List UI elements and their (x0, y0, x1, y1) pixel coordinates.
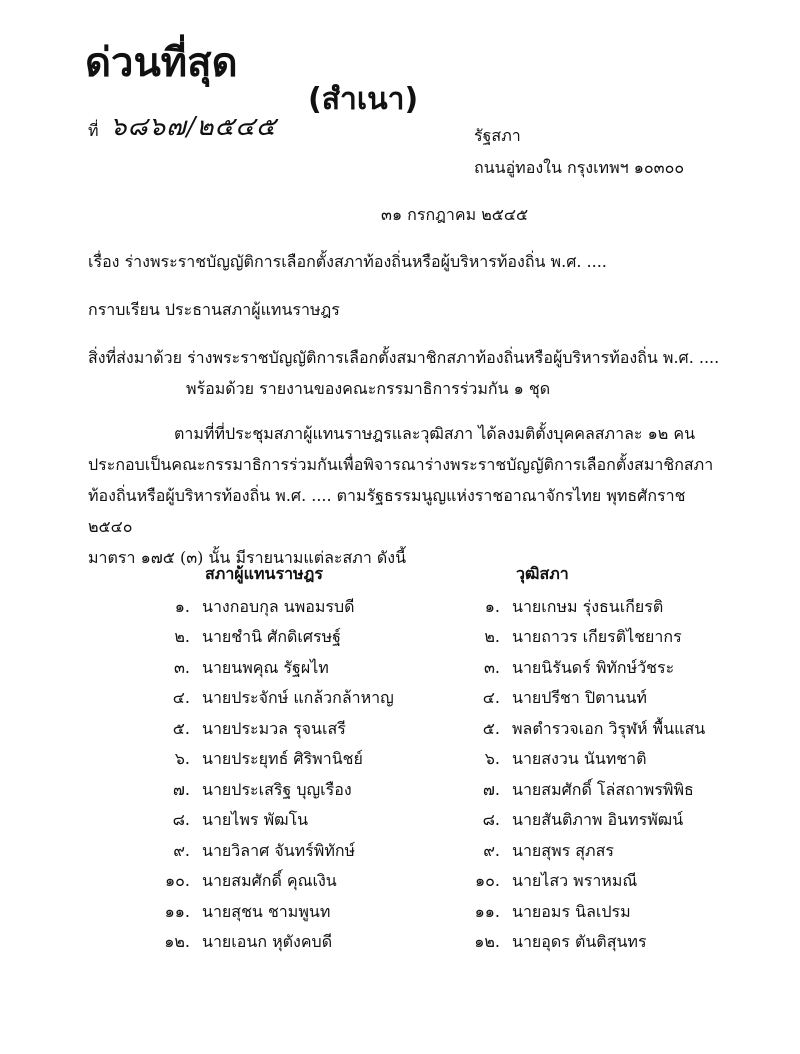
enclosure-line-1: สิ่งที่ส่งมาด้วย ร่างพระราชบัญญัติการเลือกตั้งสมาชิกสภาท้องถิ่นหรือผู้บริหารท้องถิ่น พ.ศ. .... (88, 348, 720, 367)
senate-member-number: ๑๐. (474, 871, 500, 891)
house-member-name: นายประมวล รุจนเสรี (202, 718, 346, 738)
house-member-row (130, 928, 394, 959)
house-member-row (130, 592, 394, 623)
house-member-number: ๑๑. (164, 901, 190, 921)
subject-line: เรื่อง ร่างพระราชบัญญัติการเลือกตั้งสภาท้องถิ่นหรือผู้บริหารท้องถิ่น พ.ศ. .... (88, 252, 607, 271)
senate-member-number: ๒. (484, 627, 500, 647)
senate-member-number: ๑. (484, 596, 500, 616)
house-member-row (130, 653, 394, 684)
senate-member-row (440, 836, 705, 867)
senate-member-row (440, 928, 705, 959)
letter-date: ๓๑ กรกฎาคม ๒๕๔๕ (381, 205, 529, 224)
body-line-2: ประกอบเป็นคณะกรรมาธิการร่วมกันเพื่อพิจารณาร่างพระราชบัญญัติการเลือกตั้งสมาชิกสภา (88, 455, 714, 474)
house-member-name: นายประจักษ์ แกล้วกล้าหาญ (202, 688, 394, 708)
senate-member-name: นายสันติภาพ อินทรพัฒน์ (512, 810, 684, 830)
house-member-row (130, 836, 394, 867)
house-member-row (130, 714, 394, 745)
house-member-name: นายประเสริฐ บุญเรือง (202, 779, 352, 799)
senate-member-number: ๙. (483, 840, 500, 860)
doc-number: ๖๘๖๗/๒๕๔๕ (110, 112, 277, 142)
house-member-row (130, 775, 394, 806)
house-member-row (130, 745, 394, 776)
house-member-number: ๗. (172, 779, 190, 799)
copy-mark: (สำเนา) (308, 82, 419, 117)
house-member-number: ๓. (173, 657, 190, 677)
senate-member-number: ๕. (482, 718, 500, 738)
doc-number-label: ที่ (88, 121, 99, 140)
body-paragraph (88, 418, 728, 573)
house-member-name: นายไพร พัฒโน (202, 810, 309, 830)
house-member-name: นายนพคุณ รัฐผไท (202, 657, 329, 677)
senate-member-row (440, 653, 705, 684)
senate-member-name: นายสมศักดิ์ โล่สถาพรพิพิธ (512, 779, 694, 799)
house-member-row (130, 897, 394, 928)
senate-member-name: นายปรีชา ปิตานนท์ (512, 688, 647, 708)
house-member-row (130, 684, 394, 715)
senate-member-row (440, 623, 705, 654)
urgency-stamp: ด่วนที่สุด (85, 40, 238, 86)
house-member-number: ๑. (174, 596, 190, 616)
senate-member-row (440, 867, 705, 898)
senate-member-number: ๔. (482, 688, 500, 708)
house-member-list (130, 592, 394, 958)
house-member-name: นายวิลาศ จันทร์พิทักษ์ (202, 840, 356, 860)
senate-member-row (440, 592, 705, 623)
house-member-number: ๔. (172, 688, 190, 708)
house-member-name: นายชำนิ ศักดิเศรษฐ์ (202, 627, 341, 647)
senate-member-row (440, 897, 705, 928)
senate-member-name: นายสงวน นันทชาติ (512, 749, 647, 769)
house-member-number: ๘. (172, 810, 190, 830)
senate-member-name: พลตำรวจเอก วิรุฬห์ พื้นแสน (512, 718, 706, 738)
house-member-number: ๑๒. (164, 932, 190, 952)
house-member-number: ๑๐. (164, 871, 190, 891)
senate-member-number: ๗. (482, 779, 500, 799)
salutation: กราบเรียน ประธานสภาผู้แทนราษฎร (88, 300, 340, 319)
senate-member-list (440, 592, 705, 958)
senate-member-name: นายอุดร ตันติสุนทร (512, 932, 647, 952)
senate-member-number: ๘. (482, 810, 500, 830)
body-line-3: ท้องถิ่นหรือผู้บริหารท้องถิ่น พ.ศ. .... ตามรัฐธรรมนูญแห่งราชอาณาจักรไทย พุทธศักราช ๒๕๔๐ (88, 486, 686, 536)
enclosure-line-2: พร้อมด้วย รายงานของคณะกรรมาธิการร่วมกัน ๑ ชุด (186, 379, 551, 398)
senate-member-row (440, 775, 705, 806)
body-line-4: มาตรา ๑๗๕ (๓) นั้น มีรายนามแต่ละสภา ดังนี้ (88, 548, 407, 567)
house-member-number: ๖. (174, 749, 190, 769)
house-member-row (130, 806, 394, 837)
house-member-row (130, 867, 394, 898)
senate-member-row (440, 714, 705, 745)
house-member-number: ๕. (172, 718, 190, 738)
senate-member-row (440, 806, 705, 837)
body-line-1: ตามที่ที่ประชุมสภาผู้แทนราษฎรและวุฒิสภา ได้ลงมติตั้งบุคคลสภาละ ๑๒ คน (174, 424, 695, 443)
senate-member-name: นายไสว พราหมณี (512, 871, 638, 891)
senate-member-number: ๖. (484, 749, 500, 769)
senate-member-name: นายถาวร เกียรติไชยากร (512, 627, 682, 647)
house-member-row (130, 623, 394, 654)
senate-member-name: นายอมร นิลเปรม (512, 901, 631, 921)
house-member-number: ๒. (174, 627, 190, 647)
house-member-name: นายสุชน ชามพูนท (202, 901, 331, 921)
senate-member-number: ๑๒. (474, 932, 500, 952)
senate-member-name: นายเกษม รุ่งธนเกียรติ (512, 596, 664, 616)
house-member-number: ๙. (173, 840, 190, 860)
senate-member-name: นายนิรันดร์ พิทักษ์วัชระ (512, 657, 675, 677)
address: ถนนอู่ทองใน กรุงเทพฯ ๑๐๓๐๐ (474, 158, 685, 177)
senate-member-row (440, 684, 705, 715)
senate-member-number: ๑๑. (474, 901, 500, 921)
house-member-name: นายสมศักดิ์ คุณเงิน (202, 871, 337, 891)
senate-heading: วุฒิสภา (516, 564, 569, 583)
senate-member-number: ๓. (483, 657, 500, 677)
senate-member-row (440, 745, 705, 776)
house-member-name: นายเอนก หุตังคบดี (202, 932, 333, 952)
house-member-name: นางกอบกุล นพอมรบดี (202, 596, 355, 616)
house-heading: สภาผู้แทนราษฎร (205, 564, 323, 583)
house-member-name: นายประยุทธ์ ศิริพานิชย์ (202, 749, 363, 769)
senate-member-name: นายสุพร สุภสร (512, 840, 614, 860)
organization: รัฐสภา (474, 126, 521, 145)
